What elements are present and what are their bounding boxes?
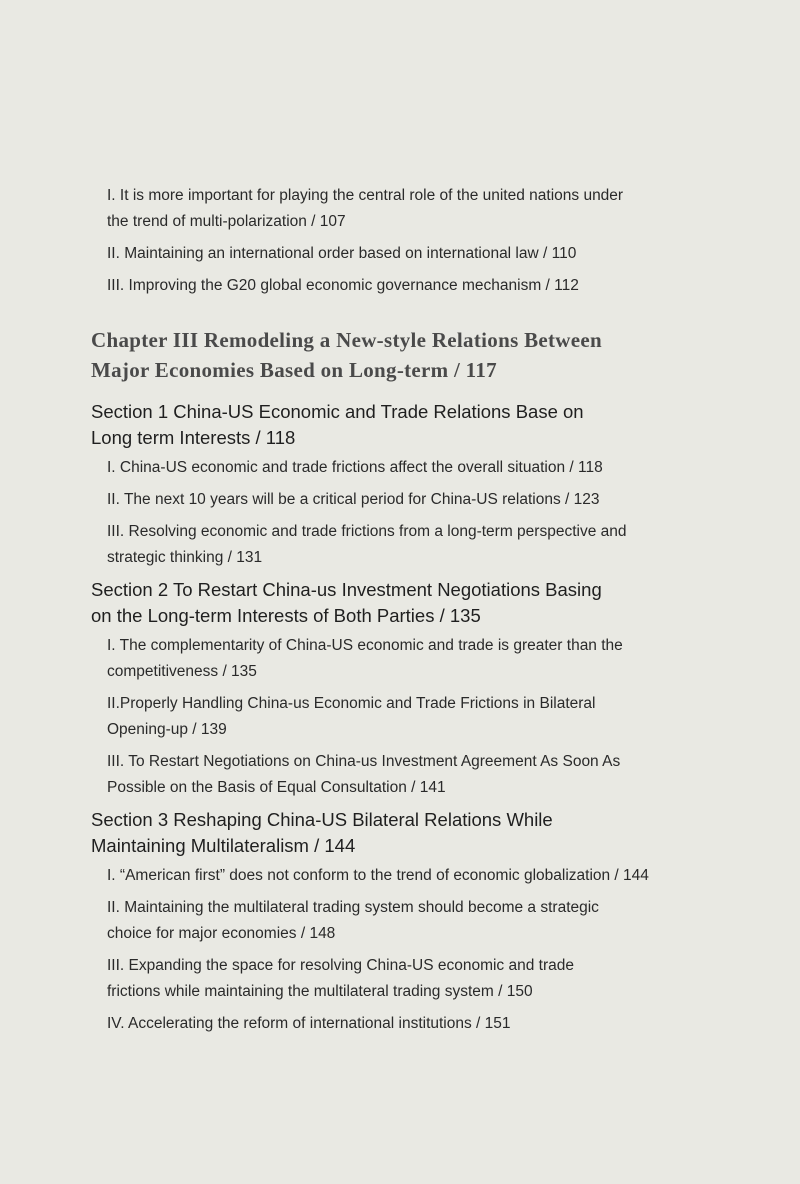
toc-entry-line: I. The complementarity of China-US economic and trade is greater than the bbox=[107, 637, 623, 654]
toc-entry-line: IV. Accelerating the reform of international institutions / 151 bbox=[107, 1015, 511, 1032]
chapter-heading bbox=[91, 325, 711, 385]
toc-entry-line: I. China-US economic and trade frictions affect the overall situation / 118 bbox=[107, 459, 603, 476]
toc-entry-line: Possible on the Basis of Equal Consultation / 141 bbox=[107, 779, 446, 796]
toc-entry-line: II.Properly Handling China-us Economic and Trade Frictions in Bilateral bbox=[107, 695, 596, 712]
table-of-contents bbox=[91, 183, 711, 1043]
toc-entry bbox=[91, 241, 711, 267]
section-heading-line: Section 1 China-US Economic and Trade Relations Base on bbox=[91, 401, 584, 422]
toc-entry-line: I. It is more important for playing the central role of the united nations under bbox=[107, 187, 624, 204]
toc-entry bbox=[91, 863, 711, 889]
section-heading bbox=[91, 399, 711, 451]
toc-entry bbox=[91, 487, 711, 513]
toc-entry-line: strategic thinking / 131 bbox=[107, 549, 263, 566]
toc-entry bbox=[91, 749, 711, 801]
toc-entry-line: II. The next 10 years will be a critical period for China-US relations / 123 bbox=[107, 491, 600, 508]
section-heading bbox=[91, 577, 711, 629]
toc-entry bbox=[91, 953, 711, 1005]
toc-entry-line: III. Improving the G20 global economic governance mechanism / 112 bbox=[107, 277, 579, 294]
toc-entry bbox=[91, 519, 711, 571]
chapter-heading-line: Major Economies Based on Long-term / 117 bbox=[91, 358, 497, 382]
section-heading bbox=[91, 807, 711, 859]
toc-entry-line: III. To Restart Negotiations on China-us Investment Agreement As Soon As bbox=[107, 753, 621, 770]
toc-entry-line: competitiveness / 135 bbox=[107, 663, 257, 680]
toc-entry bbox=[91, 183, 711, 235]
chapter-heading-line: Chapter III Remodeling a New-style Relations Between bbox=[91, 328, 602, 352]
toc-entry-line: the trend of multi-polarization / 107 bbox=[107, 213, 346, 230]
toc-entry-line: III. Resolving economic and trade frictions from a long-term perspective and bbox=[107, 523, 627, 540]
toc-entry-line: Opening-up / 139 bbox=[107, 721, 227, 738]
toc-entry-line: I. “American first” does not conform to the trend of economic globalization / 144 bbox=[107, 867, 649, 884]
toc-entry-line: II. Maintaining an international order based on international law / 110 bbox=[107, 245, 577, 262]
toc-entry bbox=[91, 691, 711, 743]
toc-entry-line: choice for major economies / 148 bbox=[107, 925, 336, 942]
section-heading-line: Maintaining Multilateralism / 144 bbox=[91, 835, 356, 856]
toc-entry bbox=[91, 1011, 711, 1037]
section-heading-line: Section 2 To Restart China-us Investment Negotiations Basing bbox=[91, 579, 602, 600]
section-heading-line: on the Long-term Interests of Both Parties / 135 bbox=[91, 605, 481, 626]
toc-entry-line: III. Expanding the space for resolving China-US economic and trade bbox=[107, 957, 574, 974]
toc-entry bbox=[91, 633, 711, 685]
toc-entry bbox=[91, 455, 711, 481]
section-heading-line: Long term Interests / 118 bbox=[91, 427, 296, 448]
toc-entry bbox=[91, 895, 711, 947]
toc-entry bbox=[91, 273, 711, 299]
toc-entry-line: frictions while maintaining the multilateral trading system / 150 bbox=[107, 983, 533, 1000]
section-heading-line: Section 3 Reshaping China-US Bilateral Relations While bbox=[91, 809, 553, 830]
toc-entry-line: II. Maintaining the multilateral trading system should become a strategic bbox=[107, 899, 599, 916]
